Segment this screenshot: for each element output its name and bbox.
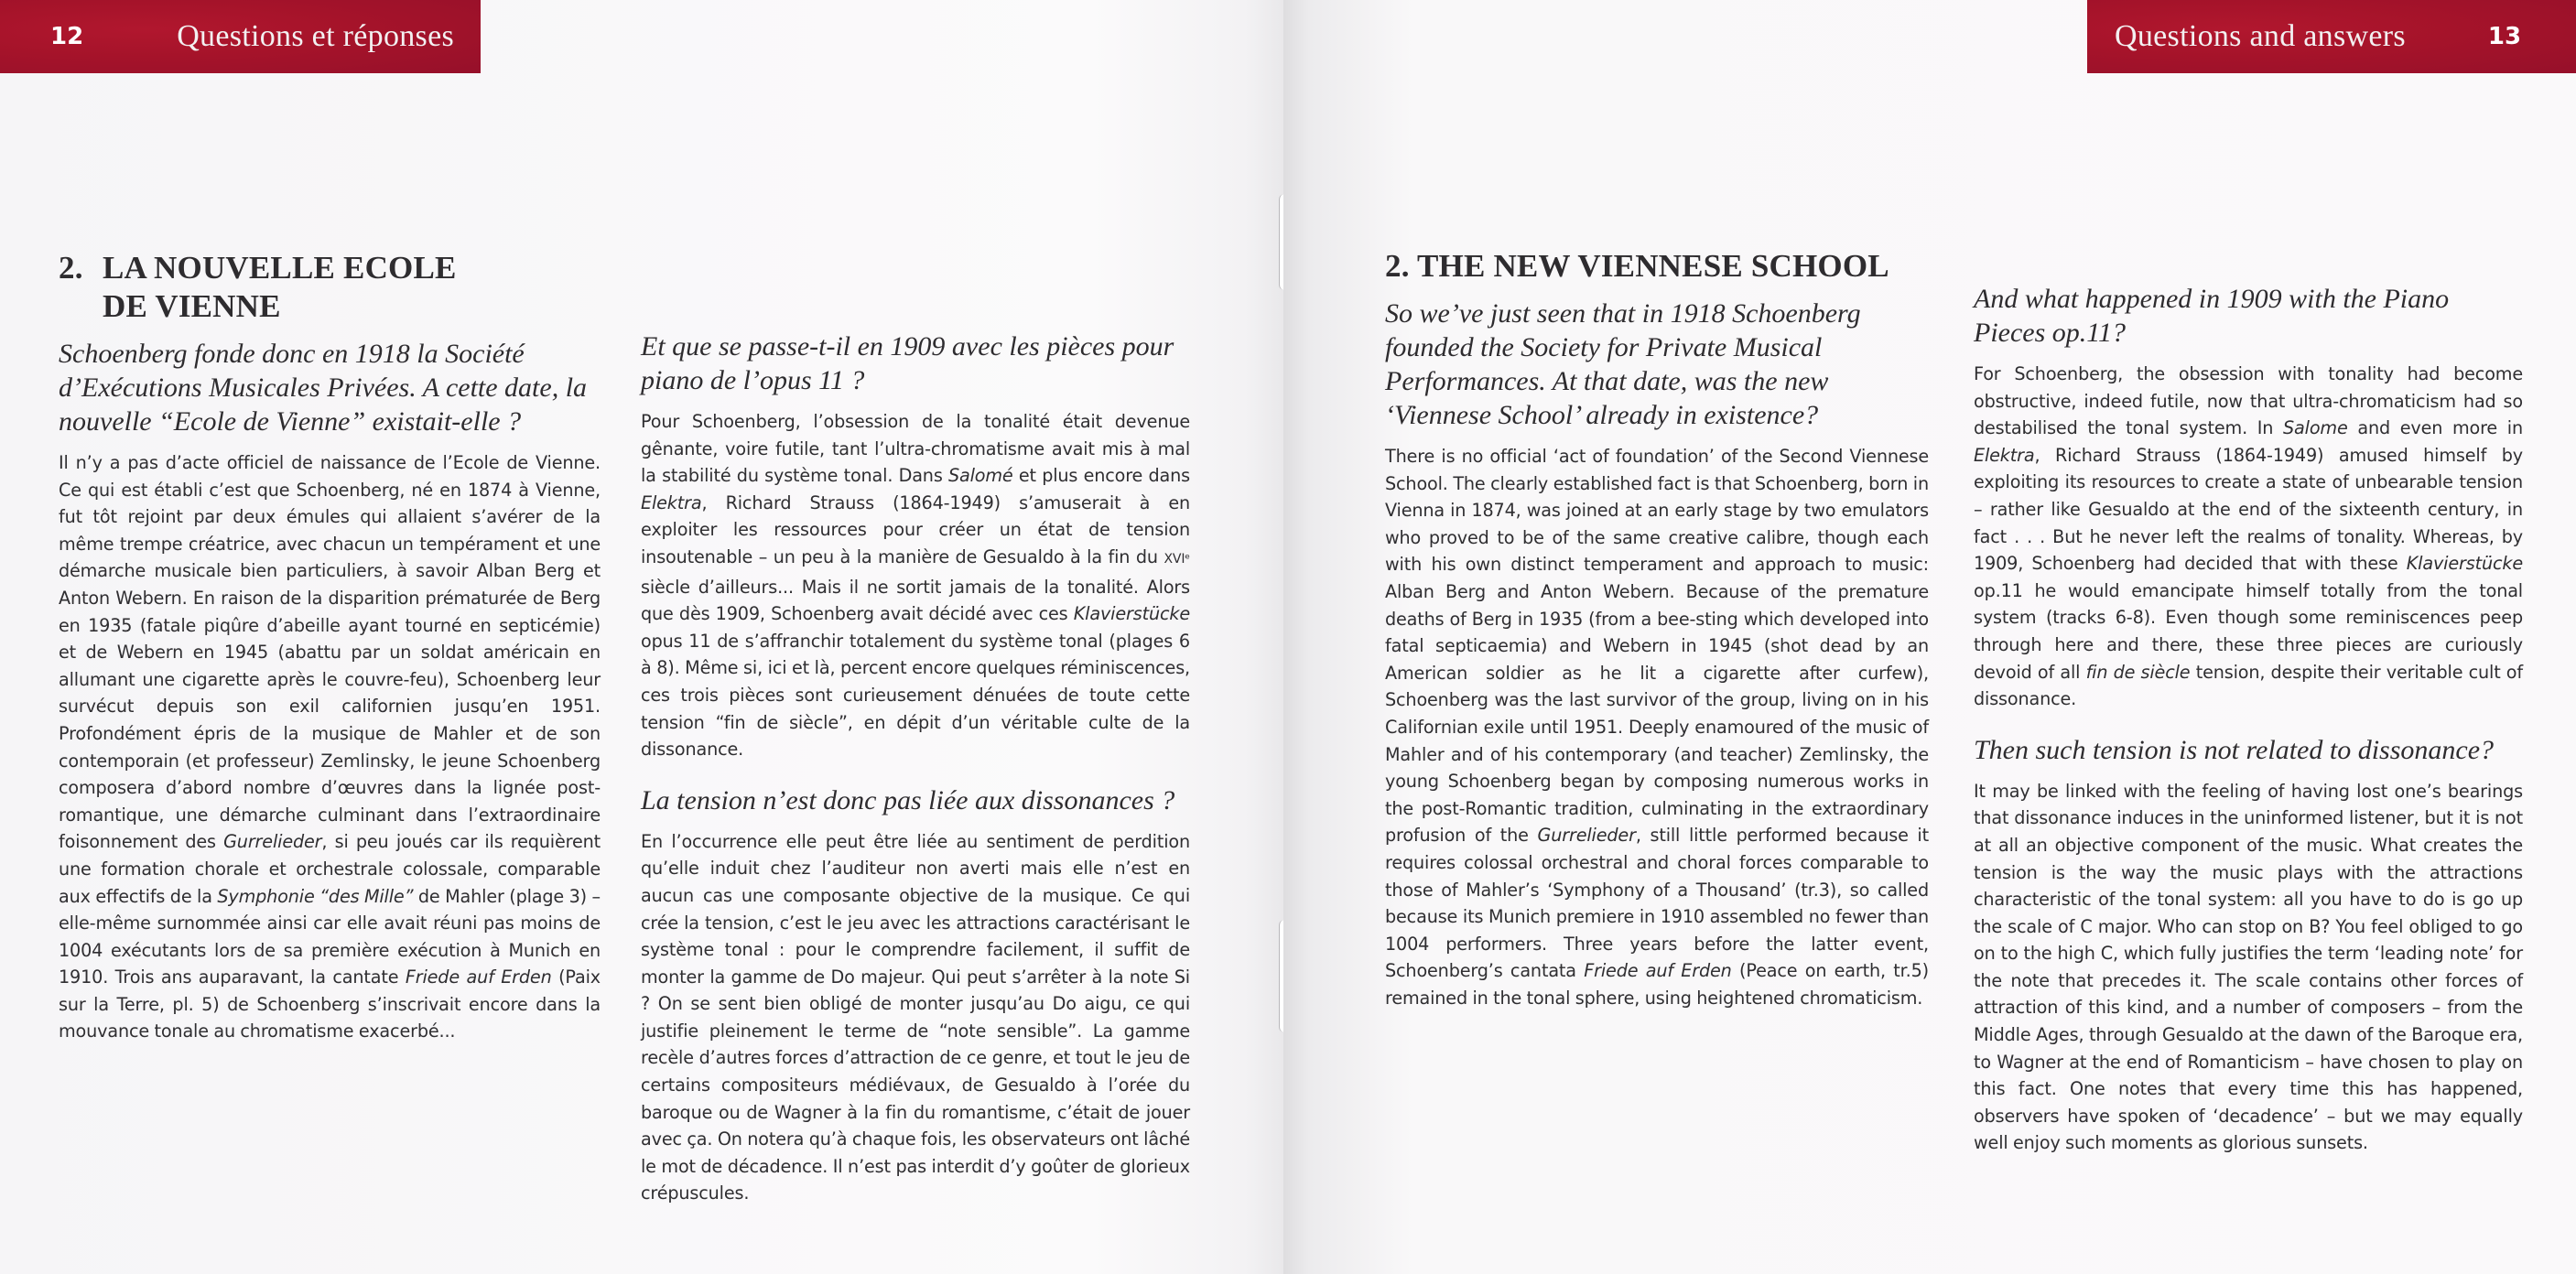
right-column-1	[1385, 247, 1929, 1031]
left-column-2	[641, 329, 1190, 1227]
right-header-band	[2087, 0, 2576, 73]
left-column-1	[59, 249, 601, 1065]
work-title: Elektra	[1974, 444, 2035, 466]
question-2-fr: Et que se passe-t-il en 1909 avec les pièces pour piano de l’opus 11 ?	[641, 331, 1174, 395]
answer-text: En l’occurrence elle peut être liée au sentiment de perdition qu’elle induit chez l’auditeur non averti mais elle n’est en aucun cas une composante objective de la musique. Ce qui crée la tension, c’est le jeu avec les attractions caractérisant le système tonal : pour le comprendre facilement, il suffit de monter la gamme de Do majeur. Qui peut s’arrêter à la note Si ? On se sent bien obligé de monter jusqu’au Do aigu, ce qui justifie pleinement le terme de “note sensible”. La gamme recèle d’autres forces d’attraction de ce genre, et tout le jeu de certains compositeurs médiévaux, de Gesualdo à l’orée du baroque ou de Wagner à la fin du romantisme, c’était de jouer avec ça. On notera qu’à chaque fois, les observateurs ont lâché le mot de décadence. Il n’est pas interdit d’y goûter de glorieux crépuscules.	[641, 830, 1190, 1204]
answer-text: , still little performed because it requires colossal orchestral and choral forces comparable to those of Mahler’s ‘Symphony of a Thousand’ (tr.3), so called because its Munich premiere in 1910 assembled no fewer than 1004 performers. Three years before the latter event, Schoenberg’s cantata	[1385, 825, 1929, 982]
section-title-line1: LA NOUVELLE ECOLE	[103, 250, 457, 286]
answer-text: tension, despite their veritable cult of dissonance.	[1974, 661, 2524, 710]
question-3-en: Then such tension is not related to dissonance?	[1974, 734, 2495, 765]
answer-1-en	[1385, 443, 1929, 1011]
left-section-heading	[59, 249, 601, 326]
work-title: Friede auf Erden	[405, 966, 552, 988]
question-1-fr: Schoenberg fonde donc en 1918 la Société d’Exécutions Musicales Privées. A cette date, la nouvelle “Ecole de Vienne” existait-elle ?	[59, 339, 588, 437]
work-title: Elektra	[641, 491, 702, 513]
answer-3-fr	[641, 828, 1190, 1207]
work-title: Klavierstücke	[2406, 553, 2523, 575]
work-title: Salomé	[947, 465, 1013, 487]
question-2-en: And what happened in 1909 with the Piano Pieces op.11?	[1974, 284, 2450, 348]
work-title: Gurrelieder	[223, 831, 322, 853]
answer-text: For Schoenberg, the obsession with tonality had become obstructive, indeed futile, now that ultra-chromaticism had so destabilised the tonal system. In	[1974, 363, 2523, 439]
right-column-2	[1974, 282, 2523, 1177]
answer-1-fr	[59, 449, 601, 1045]
answer-text: , Richard Strauss (1864-1949) amused himself by exploiting its resources to create a state of unbearable tension – rather like Gesualdo at the end of the sixteenth century, in fact . . . But he never left the realms of tonality. Whereas, by 1909, Schoenberg had decided that with these	[1974, 444, 2523, 575]
answer-text: It may be linked with the feeling of having lost one’s bearings that dissonance induces in the uninformed listener, but it is not at all an objective component of the music. What creates the tension is the way the music plays with the attractions characteristic of the tonal system: all you have to do is go up the scale of C major. Who can stop on B? You feel obliged to go on to the high C, which fully justifies the term ‘leading note’ for the note that precedes it. The scale contains other forces of attraction of this kind, and a number of composers – from the Middle Ages, through Gesualdo at the dawn of the Baroque era, to Wagner at the end of Romanticism – have chosen to play on this fact. One notes that every time this has happened, observers have spoken of ‘decadence’ – but we may equally well enjoy such moments as glorious sunsets.	[1974, 780, 2523, 1154]
answer-text: , Richard Strauss (1864-1949) s’amuserait à en exploiter les ressources pour créer un état de tension insoutenable – un peu à la manière de Gesualdo à la fin du	[641, 491, 1190, 567]
century-numeral: XVIᵉ	[1164, 551, 1190, 567]
right-section-heading	[1385, 247, 1929, 286]
work-title: Gurrelieder	[1537, 825, 1636, 847]
answer-2-en	[1974, 361, 2523, 713]
left-page-number: 12	[50, 23, 84, 50]
answer-text: op.11 he would emancipate himself totally from the tonal system (tracks 6-8). Even though some reminiscences peep through here and there, these three pieces are curiously devoid of all	[1974, 579, 2523, 683]
answer-2-fr	[641, 408, 1190, 763]
answer-text: de Mahler (plage 3) – elle-même surnommée ainsi car elle avait réuni pas moins de 1004 exécutants lors de sa première exécution à Munich en 1910. Trois ans auparavant, la cantate	[59, 885, 601, 988]
answer-text: There is no official ‘act of foundation’ of the Second Viennese School. The clearly established fact is that Schoenberg, born in Vienna in 1874, was joined at an early stage by two emulators who proved to be of the same creative calibre, though each with his own distinct temperament and approach to music: Alban Berg and Anton Webern. Because of the premature deaths of Berg in 1935 (from a bee-sting which developed into fatal septicaemia) and Webern in 1945 (shot dead by an American soldier as he lit a cigarette after curfew), Schoenberg was the last survivor of the group, living on in his Californian exile until 1951. Deeply enamoured of the music of Mahler and of his contemporary (and teacher) Zemlinsky, the young Schoenberg began by composing numerous works in the post-Romantic tradition, culminating in the extraordinary profusion of the	[1385, 446, 1929, 847]
foreign-phrase: fin de siècle	[2085, 661, 2191, 683]
work-title: Salome	[2283, 417, 2348, 439]
answer-text: Pour Schoenberg, l’obsession de la tonalité était devenue gênante, voire futile, tant l’ultra-chromatisme avait mis à mal la stabilité du système tonal. Dans	[641, 411, 1190, 487]
answer-3-en	[1974, 778, 2523, 1157]
section-number: 2.	[1385, 248, 1410, 284]
work-title: Symphonie “des Mille”	[217, 885, 414, 907]
left-header-band	[0, 0, 481, 73]
answer-text: (Paix sur la Terre, pl. 5) de Schoenberg s’inscrivait encore dans la mouvance tonale au chromatisme exacerbé...	[59, 966, 601, 1042]
section-title-line2: DE VIENNE	[103, 288, 281, 324]
answer-text: and even more in	[2347, 417, 2523, 439]
answer-text: Il n’y a pas d’acte officiel de naissance de l’Ecole de Vienne. Ce qui est établi c’est que Schoenberg, né en 1874 à Vienne, fut tôt rejoint par deux émules qui allaient s’avérer de la même trempe créatrice, avec chacun un tempérament et une démarche musicale bien particuliers, à savoir Alban Berg et Anton Webern. En raison de la disparition prématurée de Berg en 1935 (fatale piqûre d’abeille ayant tourné en septicémie) et de Webern en 1945 (abattu par un soldat américain en allumant une cigarette après le couvre-feu), Schoenberg leur survécut depuis son exil californien jusqu’en 1951. Profondément épris de la musique de Mahler et de son contemporain (et professeur) Zemlinsky, le jeune Schoenberg composera d’abord nombre d’œuvres dans la lignée post-romantique, une démarche culminant dans l’extraordinaire foisonnement des	[59, 452, 601, 853]
answer-text: , si peu joués car ils requièrent une formation chorale et orchestrale colossale, comparable aux effectifs de la	[59, 831, 601, 907]
answer-text: opus 11 de s’affranchir totalement du système tonal (plages 6 à 8). Même si, ici et là, percent encore quelques réminiscences, ces trois pièces sont curieusement dénuées de toute cette tension “fin de siècle”, en dépit d’un véritable culte de la dissonance.	[641, 630, 1190, 761]
right-running-title: Questions and answers	[2115, 19, 2406, 53]
work-title: Klavierstücke	[1073, 603, 1190, 625]
question-1-en: So we’ve just seen that in 1918 Schoenberg founded the Society for Private Musical Performances. At that date, was the new ‘Viennese School’ already in existence?	[1385, 298, 1861, 430]
right-page-number: 13	[2487, 23, 2522, 50]
answer-text: et plus encore dans	[1012, 465, 1190, 487]
work-title: Friede auf Erden	[1584, 960, 1732, 982]
question-3-fr: La tension n’est donc pas liée aux dissonances ?	[641, 784, 1175, 815]
left-running-title: Questions et réponses	[177, 19, 454, 53]
section-title: THE NEW VIENNESE SCHOOL	[1416, 248, 1889, 284]
answer-text: (Peace on earth, tr.5) remained in the tonal sphere, using heightened chromaticism.	[1385, 960, 1929, 1009]
answer-text: siècle d’ailleurs... Mais il ne sortit jamais de la tonalité. Alors que dès 1909, Schoenberg avait décidé avec ces	[641, 576, 1190, 625]
section-number: 2.	[59, 250, 83, 286]
left-page	[0, 0, 1283, 1274]
